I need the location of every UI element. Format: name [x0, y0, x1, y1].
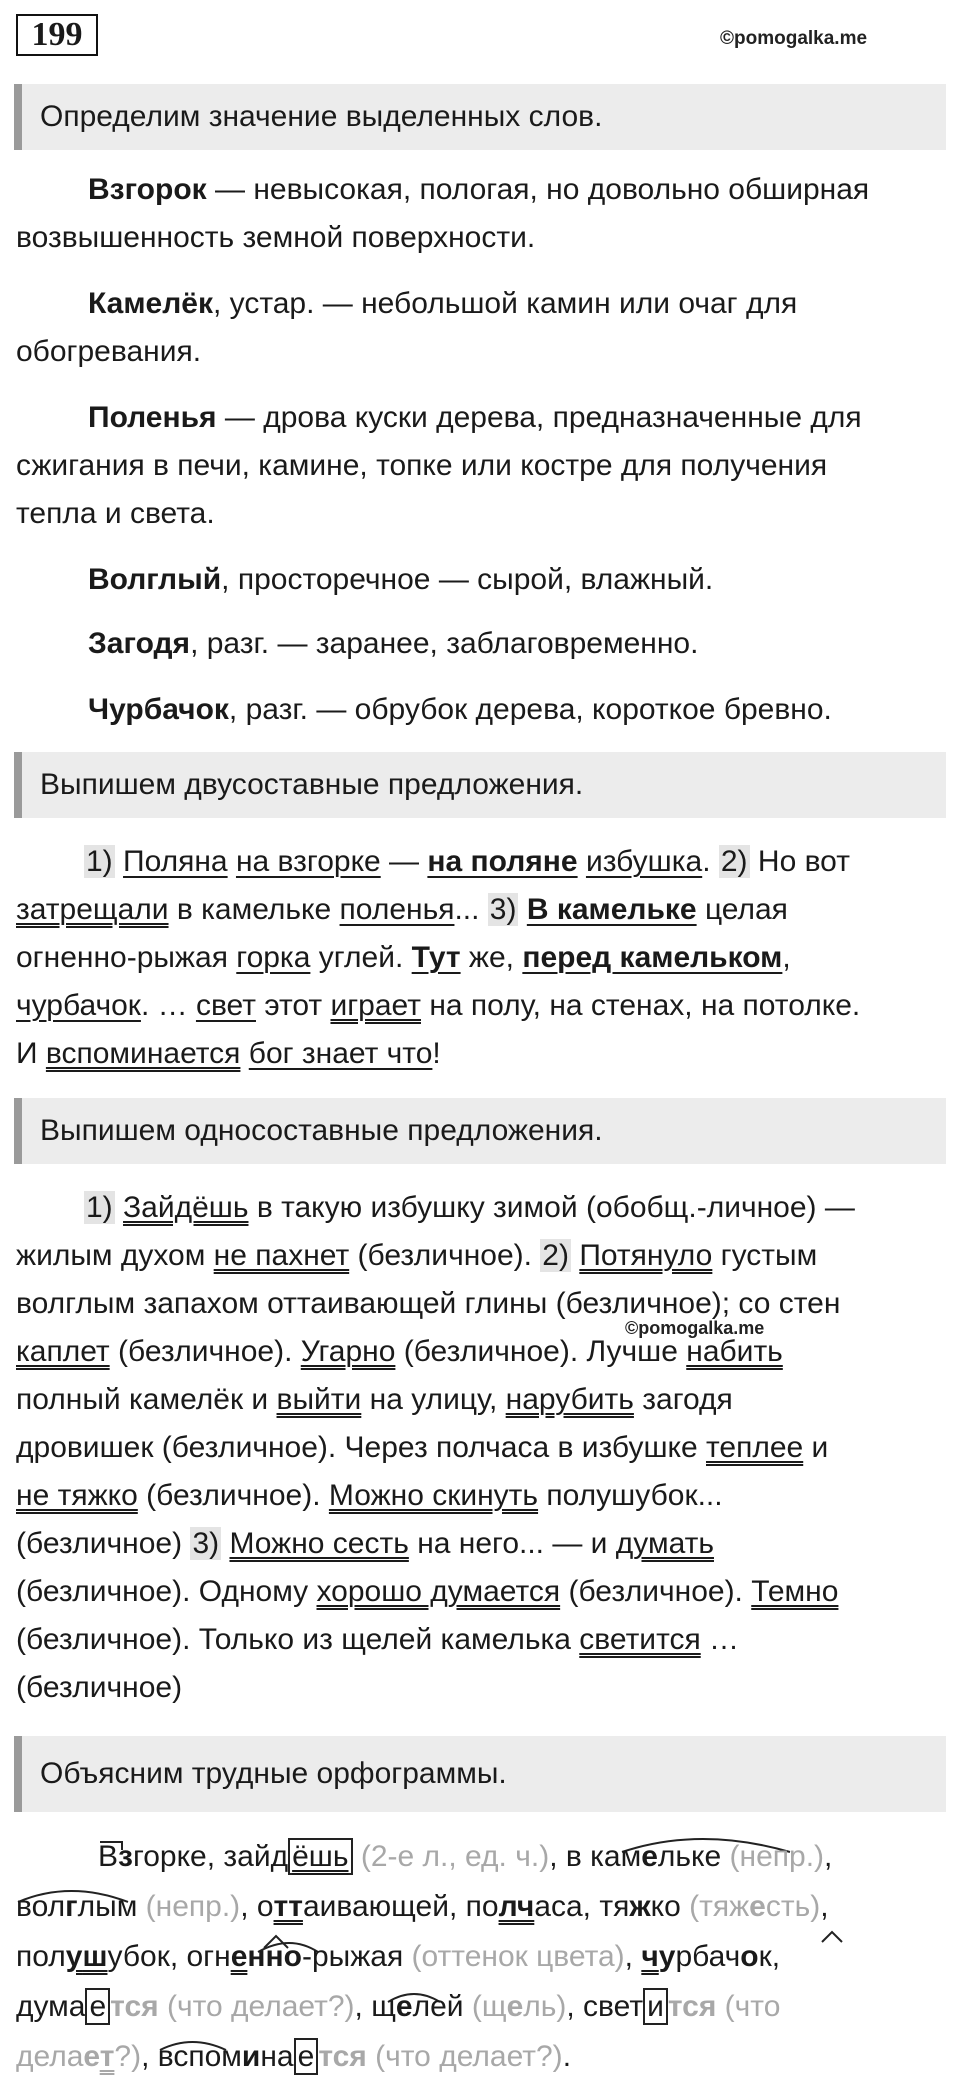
text-fragment: . …	[140, 989, 196, 1022]
text-fragment: хорошо думается	[316, 1575, 561, 1608]
term: Чурбачок	[88, 693, 229, 726]
text-fragment: пол	[16, 1940, 66, 1973]
text-fragment: светится	[579, 1623, 701, 1656]
text-fragment: 2)	[720, 845, 748, 878]
text-fragment: и	[803, 1431, 829, 1464]
text-fragment: , щ	[354, 1990, 396, 2023]
text-fragment: горке, зайд	[132, 1840, 289, 1873]
text-fragment: И	[16, 1037, 46, 1070]
text-fragment: убок, огн	[107, 1940, 231, 1973]
term: Волглый	[88, 563, 222, 596]
text-fragment: возвышенность земной поверхности.	[16, 221, 536, 254]
text-fragment: (безличное).	[137, 1479, 329, 1512]
text-fragment: у	[658, 1940, 676, 1973]
text-fragment: Темно	[751, 1575, 839, 1608]
text-fragment: , о	[240, 1890, 274, 1923]
text-fragment: 3)	[192, 1527, 220, 1560]
term: Загодя	[88, 627, 191, 660]
text-fragment: не тяжко	[16, 1479, 138, 1512]
text-fragment: (тяж	[680, 1890, 750, 1923]
text-fragment: затрещали	[16, 893, 169, 926]
text-fragment: ш	[82, 1940, 108, 1973]
definition-vzgorok	[16, 166, 946, 262]
text-fragment: избушка	[585, 845, 703, 878]
text-fragment: не пахнет	[213, 1239, 350, 1272]
definition-zagodya	[16, 620, 946, 668]
text-fragment: ,	[782, 941, 791, 974]
section-title-3: Выпишем односоставные предложения.	[14, 1098, 946, 1164]
text-fragment: чурбачок	[16, 989, 141, 1022]
definition-volglyy	[16, 556, 946, 604]
watermark: ©pomogalka.me	[625, 1318, 765, 1338]
text-fragment: теплее	[706, 1431, 804, 1464]
text-fragment: загодя	[633, 1383, 733, 1416]
text-fragment: тся	[110, 1990, 159, 2023]
text-fragment: (что	[716, 1990, 781, 2023]
text-fragment: аса, тя	[534, 1890, 630, 1923]
text-fragment: лч	[498, 1890, 535, 1923]
text-fragment: и	[241, 2040, 261, 2073]
text-fragment: (щ	[463, 1990, 507, 2023]
text-fragment: каплет	[16, 1335, 110, 1368]
text-fragment: на взгорке	[235, 845, 381, 878]
text-fragment: перед камельком	[522, 941, 783, 974]
text-fragment: е	[230, 1940, 248, 1973]
definition-churbachok	[16, 686, 946, 734]
text-fragment: поленья	[339, 893, 455, 926]
text-fragment: лей	[412, 1990, 464, 2023]
text-fragment: (непр.)	[137, 1890, 241, 1923]
text-fragment: ко	[650, 1890, 681, 1923]
text-fragment: Зайдёшь	[123, 1191, 249, 1224]
definition-polenya	[16, 394, 946, 538]
text-fragment: Можно сесть	[229, 1527, 409, 1560]
text-fragment: сть)	[765, 1890, 821, 1923]
text-fragment: дровишек (безличное). Через полчаса в избушке	[16, 1431, 706, 1464]
two-part-sentences	[16, 838, 946, 1078]
text-fragment: 2)	[542, 1239, 569, 1272]
text-fragment: Поляна	[123, 845, 228, 878]
text-fragment: ,	[820, 1890, 829, 1923]
text-fragment: льке	[657, 1840, 722, 1873]
text-fragment: обогревания.	[16, 335, 202, 368]
text-fragment: же,	[460, 941, 523, 974]
text-fragment: , в кам	[549, 1840, 642, 1873]
text-fragment: -рыжая	[301, 1940, 404, 1973]
text-fragment: .	[562, 2040, 572, 2073]
text-fragment: нно	[247, 1940, 302, 1973]
text-fragment: Потянуло	[579, 1239, 713, 1272]
text-fragment: , устар. — небольшой камин или очаг для	[213, 287, 798, 320]
text-fragment: на	[260, 2040, 294, 2073]
section-title-1: Определим значение выделенных слов.	[14, 84, 946, 150]
text-fragment: Можно скинуть	[328, 1479, 539, 1512]
text-fragment: е	[294, 2038, 319, 2075]
text-fragment: — невысокая, пологая, но довольно обширная	[206, 173, 870, 206]
text-fragment: у	[65, 1940, 83, 1973]
text-fragment: (безличное).	[560, 1575, 752, 1608]
text-fragment: (безличное).	[109, 1335, 301, 1368]
text-fragment: нарубить	[505, 1383, 634, 1416]
text-fragment: з	[118, 1840, 133, 1873]
text-fragment: на него... — и	[408, 1527, 616, 1560]
definition-kamelek	[16, 280, 946, 376]
text-fragment: в камельке	[168, 893, 340, 926]
text-fragment: густым	[712, 1239, 818, 1272]
one-part-sentences	[16, 1184, 946, 1712]
text-fragment: свет	[195, 989, 256, 1022]
text-fragment: …	[700, 1623, 740, 1656]
text-fragment: Тут	[411, 941, 461, 974]
text-fragment: е	[749, 1890, 766, 1923]
text-fragment: (безличное). Одному	[16, 1575, 317, 1608]
text-fragment: (безличное)	[16, 1671, 183, 1704]
text-fragment: аивающей, по	[302, 1890, 499, 1923]
text-fragment: думать	[615, 1527, 714, 1560]
text-fragment: 3)	[489, 893, 517, 926]
text-fragment: огненно-рыжая	[16, 941, 237, 974]
text-fragment: этот	[255, 989, 331, 1022]
text-fragment: лым	[77, 1890, 138, 1923]
text-fragment: в такую избушку зимой (обобщ.-личное) —	[248, 1191, 855, 1224]
text-fragment: (оттенок цвета)	[403, 1940, 625, 1973]
text-fragment: , вспом	[141, 2040, 242, 2073]
section-title-2: Выпишем двусоставные предложения.	[14, 752, 946, 818]
text-fragment: (непр.)	[721, 1840, 825, 1873]
text-fragment: бог знает что	[248, 1037, 433, 1070]
text-fragment: набить	[686, 1335, 783, 1368]
text-fragment: Угарно	[300, 1335, 396, 1368]
text-fragment: е	[641, 1840, 658, 1873]
text-fragment: (что делает?)	[366, 2040, 563, 2073]
text-fragment: (что делает?)	[158, 1990, 355, 2023]
text-fragment: полный камелёк и	[16, 1383, 277, 1416]
text-fragment: сжигания в печи, камине, топке или костре для получения	[16, 449, 828, 482]
text-fragment: к	[758, 1940, 772, 1973]
watermark: ©pomogalka.me	[720, 28, 868, 49]
term: Взгорок	[88, 173, 207, 206]
text-fragment: дела	[16, 2040, 84, 2073]
text-fragment: ,	[771, 1940, 781, 1973]
text-fragment: ...	[454, 893, 488, 926]
text-fragment: играет	[330, 989, 421, 1022]
text-fragment: тся	[667, 1990, 717, 2023]
text-fragment: вол	[16, 1890, 66, 1923]
text-fragment: — дрова куски дерева, предназначенные для	[216, 401, 862, 434]
section-title-4: Объясним трудные орфограммы.	[14, 1736, 946, 1812]
text-fragment: целая	[696, 893, 788, 926]
text-fragment: е	[506, 1990, 524, 2023]
text-fragment: 1)	[86, 1191, 113, 1224]
text-fragment: ч	[641, 1940, 659, 1973]
text-fragment: выйти	[276, 1383, 362, 1416]
text-fragment: Но вот	[749, 845, 850, 878]
text-fragment: е	[395, 1990, 413, 2023]
text-fragment: (безличное)	[16, 1527, 191, 1560]
text-fragment: (2-е л., ед. ч.)	[352, 1840, 550, 1873]
text-fragment: и	[643, 1988, 668, 2025]
orthograms	[16, 1832, 946, 2082]
text-fragment: дума	[16, 1990, 86, 2023]
text-fragment: е	[85, 1988, 110, 2025]
text-fragment: ?)	[114, 2040, 142, 2073]
text-fragment: на улицу,	[361, 1383, 506, 1416]
text-fragment: ёшь	[288, 1838, 352, 1875]
exercise-number: 199	[16, 14, 98, 56]
text-fragment: полушубок...	[538, 1479, 723, 1512]
text-fragment: .	[702, 845, 719, 878]
text-fragment: вспоминается	[45, 1037, 241, 1070]
text-fragment: В	[98, 1840, 119, 1873]
text-fragment: горка	[236, 941, 311, 974]
text-fragment: , просторечное — сырой, влажный.	[221, 563, 714, 596]
text-fragment: 1)	[86, 845, 113, 878]
term: Поленья	[88, 401, 217, 434]
text-fragment: о	[740, 1940, 759, 1973]
text-fragment: т	[99, 2040, 115, 2073]
text-fragment: тт	[273, 1890, 303, 1923]
text-fragment: , разг. — заранее, заблаговременно.	[190, 627, 699, 660]
text-fragment: —	[380, 845, 428, 878]
term: Камелёк	[88, 287, 213, 320]
text-fragment: тепла и света.	[16, 497, 215, 530]
text-fragment: на поляне	[427, 845, 578, 878]
text-fragment: (безличное).	[349, 1239, 541, 1272]
text-fragment: ,	[624, 1940, 642, 1973]
text-fragment: жилым духом	[16, 1239, 214, 1272]
text-fragment: ль)	[523, 1990, 567, 2023]
text-fragment: тся	[318, 2040, 367, 2073]
text-fragment: (безличное). Лучше	[395, 1335, 687, 1368]
text-fragment: (безличное). Только из щелей камелька	[16, 1623, 580, 1656]
text-fragment: В камельке	[526, 893, 697, 926]
text-fragment: волглым запахом оттаивающей глины (безличное); со стен	[16, 1287, 841, 1320]
text-fragment: г	[65, 1890, 78, 1923]
text-fragment: на полу, на стенах, на потолке.	[420, 989, 861, 1022]
text-fragment: ж	[629, 1890, 651, 1923]
text-fragment: !	[432, 1037, 441, 1070]
text-fragment: , разг. — обрубок дерева, короткое бревно.	[228, 693, 832, 726]
text-fragment: е	[83, 2040, 100, 2073]
text-fragment: , свет	[566, 1990, 644, 2023]
text-fragment: углей.	[310, 941, 412, 974]
text-fragment: рбач	[675, 1940, 741, 1973]
text-fragment: ,	[824, 1840, 833, 1873]
